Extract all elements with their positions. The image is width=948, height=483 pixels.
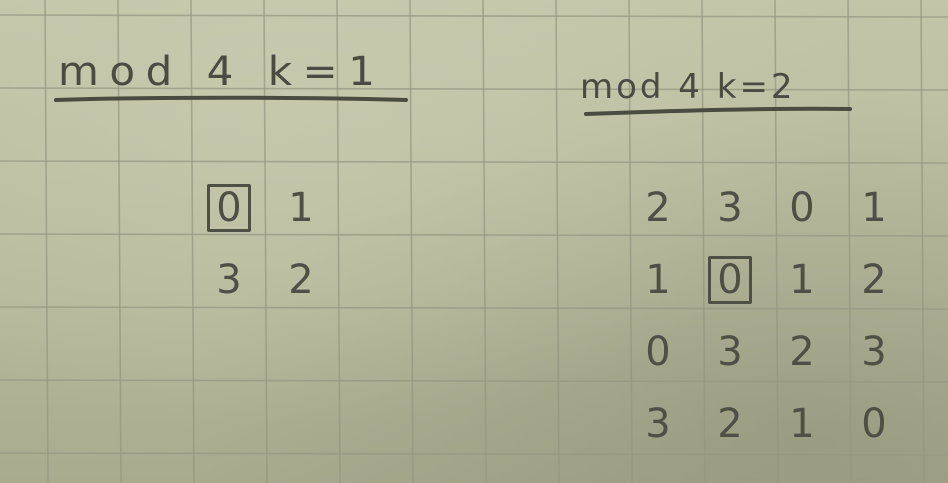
- number: 3: [717, 185, 743, 231]
- number: 3: [216, 257, 242, 303]
- right-cell-r3-c3: [766, 316, 838, 388]
- right-cell-r4-c4: [838, 388, 910, 460]
- number: 0: [789, 185, 815, 231]
- left-cell-r1-c2: [265, 172, 337, 244]
- number: 2: [645, 185, 671, 231]
- right-title: mod 4 k=2: [580, 67, 796, 107]
- left-cell-r2-c2: [265, 244, 337, 316]
- right-cell-r2-c4: [838, 244, 910, 316]
- right-cell-r1-c1: [622, 172, 694, 244]
- boxed-number: 0: [207, 184, 250, 232]
- number: 1: [861, 185, 887, 231]
- right-cell-r2-c1: [622, 244, 694, 316]
- left-cell-r2-c1: [193, 244, 265, 316]
- left-title: mod 4 k=1: [58, 49, 386, 95]
- right-cell-r1-c3: [766, 172, 838, 244]
- right-cell-r2-c2: [694, 244, 766, 316]
- right-cell-r3-c4: [838, 316, 910, 388]
- boxed-number: 0: [708, 256, 751, 304]
- number: 2: [288, 257, 314, 303]
- number: 2: [861, 257, 887, 303]
- right-cell-r1-c4: [838, 172, 910, 244]
- number: 3: [861, 329, 887, 375]
- left-cell-r1-c1: [193, 172, 265, 244]
- right-cell-r3-c1: [622, 316, 694, 388]
- right-cell-r4-c2: [694, 388, 766, 460]
- right-cell-r4-c1: [622, 388, 694, 460]
- number: 0: [861, 401, 887, 447]
- right-cell-r2-c3: [766, 244, 838, 316]
- number: 1: [645, 257, 671, 303]
- number: 1: [789, 257, 815, 303]
- number: 1: [789, 401, 815, 447]
- number: 2: [789, 329, 815, 375]
- right-cell-r1-c2: [694, 172, 766, 244]
- number: 1: [288, 185, 314, 231]
- number: 0: [645, 329, 671, 375]
- right-cell-r3-c2: [694, 316, 766, 388]
- number: 3: [645, 401, 671, 447]
- number: 3: [717, 329, 743, 375]
- right-cell-r4-c3: [766, 388, 838, 460]
- number: 2: [717, 401, 743, 447]
